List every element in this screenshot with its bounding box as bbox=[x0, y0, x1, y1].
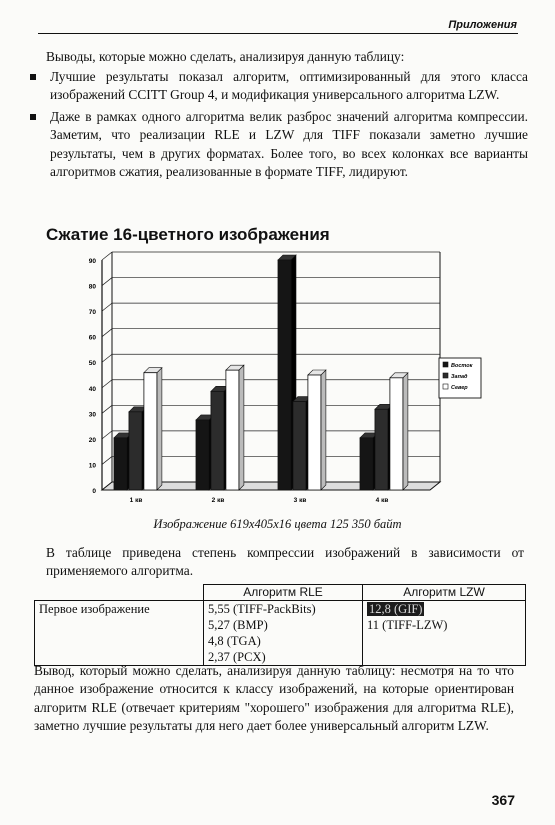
chart-caption: Изображение 619x405x16 цвета 125 350 байт bbox=[153, 517, 402, 531]
highlighted-value: 12,8 (GIF) bbox=[369, 602, 423, 616]
table-header-row bbox=[35, 585, 526, 601]
lzw-cell bbox=[363, 601, 526, 666]
legend-label: Запад bbox=[451, 374, 468, 380]
y-tick-label: 20 bbox=[88, 436, 96, 444]
bar bbox=[196, 420, 209, 490]
y-tick-label: 70 bbox=[88, 309, 96, 317]
y-tick-label: 30 bbox=[88, 411, 96, 419]
x-tick-label: 4 кв bbox=[375, 497, 389, 504]
bar bbox=[360, 438, 373, 490]
rle-value: 2,37 (PCX) bbox=[208, 650, 266, 664]
y-tick-label: 50 bbox=[88, 360, 96, 368]
running-head: Приложения bbox=[448, 19, 517, 31]
bar-side bbox=[239, 365, 244, 490]
gridline-side bbox=[102, 431, 112, 439]
y-tick-label: 40 bbox=[88, 385, 96, 393]
legend-label: Север bbox=[451, 385, 468, 391]
bar bbox=[390, 378, 403, 490]
gridline-side bbox=[102, 354, 112, 362]
table-intro-paragraph: В таблице приведена степень компрессии изображений в зависимости от применяемого алгоритма. bbox=[46, 545, 524, 579]
gridline-side bbox=[102, 456, 112, 464]
gridline-side bbox=[102, 329, 112, 337]
table-header-rle: Алгоритм RLE bbox=[204, 585, 363, 601]
bar bbox=[226, 370, 239, 490]
y-tick-label: 60 bbox=[88, 334, 96, 342]
y-tick-label: 0 bbox=[92, 488, 96, 495]
compression-table bbox=[34, 584, 526, 666]
section-title: Сжатие 16-цветного изображения bbox=[46, 225, 330, 244]
row-label: Первое изображение bbox=[35, 601, 204, 666]
legend-swatch bbox=[443, 362, 448, 367]
gridline-side bbox=[102, 303, 112, 311]
gridline-side bbox=[102, 278, 112, 286]
bullet-text: Лучшие результаты показал алгоритм, оптимизированный для этого класса изображений CCITT Group 4, и модификация универсального алгоритма LZW. bbox=[50, 69, 528, 103]
bullet-icon bbox=[30, 74, 36, 80]
table-row bbox=[35, 601, 526, 666]
bar-side bbox=[157, 368, 162, 490]
list-item bbox=[28, 108, 528, 182]
header-rule bbox=[38, 33, 518, 34]
gridline-side bbox=[102, 252, 112, 260]
rle-value: 5,27 (BMP) bbox=[208, 618, 268, 632]
bar bbox=[144, 373, 157, 490]
y-tick-label: 80 bbox=[88, 283, 96, 291]
bullet-icon bbox=[30, 114, 36, 120]
bar bbox=[278, 260, 291, 490]
bar bbox=[211, 391, 224, 490]
bar bbox=[308, 375, 321, 490]
lzw-value: 11 (TIFF-LZW) bbox=[367, 618, 448, 632]
conclusion-paragraph: Вывод, который можно сделать, анализируя данную таблицу: несмотря на то что данное изображение относится к классу изображений, на которые ориентирован алгоритм RLE (отвечает критериям "хорошего" изображения для алгоритма RLE), заметно лучшие результаты для него дает более универсальный алгоритм LZW. bbox=[34, 663, 514, 734]
bar-side bbox=[321, 370, 326, 490]
lzw-value bbox=[367, 601, 521, 617]
bar bbox=[114, 438, 127, 490]
bar bbox=[375, 409, 388, 490]
legend-swatch bbox=[443, 384, 448, 389]
table-header-lzw: Алгоритм LZW bbox=[363, 585, 526, 601]
table-header-blank bbox=[35, 585, 204, 601]
rle-value: 5,55 (TIFF-PackBits) bbox=[208, 602, 316, 616]
x-tick-label: 1 кв bbox=[129, 497, 143, 504]
gridline-side bbox=[102, 405, 112, 413]
bar bbox=[129, 412, 142, 490]
legend-swatch bbox=[443, 373, 448, 378]
x-tick-label: 2 кв bbox=[211, 497, 225, 504]
page-number: 367 bbox=[491, 792, 515, 808]
bar bbox=[293, 402, 306, 490]
x-tick-label: 3 кв bbox=[293, 497, 307, 504]
list-item bbox=[28, 68, 528, 105]
bar-side bbox=[403, 373, 408, 490]
rle-cell bbox=[204, 601, 363, 666]
rle-value: 4,8 (TGA) bbox=[208, 634, 261, 648]
bullet-text: Даже в рамках одного алгоритма велик разброс значений алгоритма компрессии. Заметим, что реализации RLE и LZW для TIFF показали заметно лучшие результаты, чем в других форматах. Более того, во всех колонках все варианты алгоритмов сжатия, реализованные в формате TIFF, лидируют. bbox=[50, 108, 528, 180]
bar-chart bbox=[78, 250, 498, 510]
y-tick-label: 90 bbox=[88, 258, 96, 265]
chart bbox=[78, 250, 498, 510]
bullet-list bbox=[28, 68, 528, 184]
intro-paragraph: Выводы, которые можно сделать, анализируя данную таблицу: bbox=[46, 49, 405, 64]
y-tick-label: 10 bbox=[88, 462, 96, 470]
gridline-side bbox=[102, 380, 112, 388]
legend-label: Восток bbox=[451, 363, 473, 369]
